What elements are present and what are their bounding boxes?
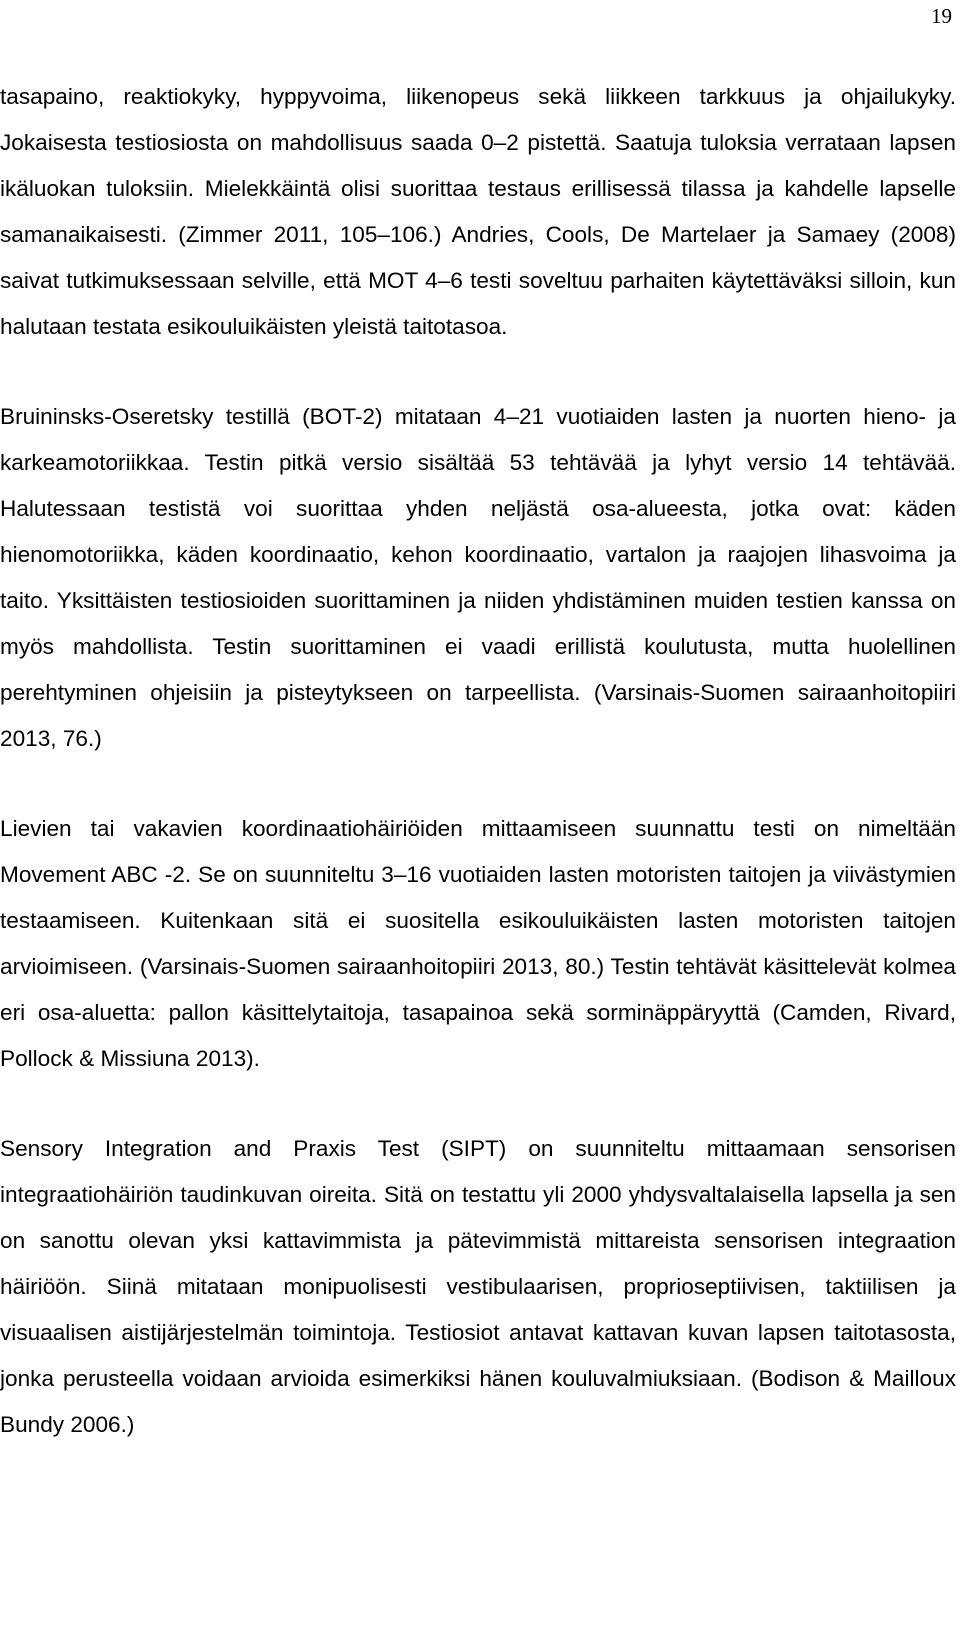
body-text	[0, 74, 956, 1448]
paragraph-sipt: Sensory Integration and Praxis Test (SIPT) on suunniteltu mittaamaan sensorisen integraatiohäiriön taudinkuvan oireita. Sitä on testattu yli 2000 yhdysvaltalaisella lapsella ja sen on sanottu olevan yksi kattavimmista ja pätevimmistä mittareista sensorisen integraation häiriöön. Siinä mitataan monipuolisesti vestibulaarisen, proprioseptiivisen, taktiilisen ja visuaalisen aistijärjestelmän toimintoja. Testiosiot antavat kattavan kuvan lapsen taitotasosta, jonka perusteella voidaan arvioida esimerkiksi hänen kouluvalmiuksiaan. (Bodison & Mailloux Bundy 2006.)	[0, 1136, 956, 1437]
paragraph-movement-abc: Lievien tai vakavien koordinaatiohäiriöiden mittaamiseen suunnattu testi on nimeltään Movement ABC -2. Se on suunniteltu 3–16 vuotiaiden lasten motoristen taitojen ja viivästymien testaamiseen. Kuitenkaan sitä ei suositella esikouluikäisten lasten motoristen taitojen arvioimiseen. (Varsinais-Suomen sairaanhoitopiiri 2013, 80.) Testin tehtävät käsittelevät kolmea eri osa-aluetta: pallon käsittelytaitoja, tasapainoa sekä sorminäppäryyttä (Camden, Rivard, Pollock & Missiuna 2013).	[0, 816, 956, 1071]
paragraph-mot-test: tasapaino, reaktiokyky, hyppyvoima, liikenopeus sekä liikkeen tarkkuus ja ohjailukyky. Jokaisesta testiosiosta on mahdollisuus saada 0–2 pistettä. Saatuja tuloksia verrataan lapsen ikäluokan tuloksiin. Mielekkäintä olisi suorittaa testaus erillisessä tilassa ja kahdelle lapselle samanaikaisesti. (Zimmer 2011, 105–106.) Andries, Cools, De Martelaer ja Samaey (2008) saivat tutkimuksessaan selville, että MOT 4–6 testi soveltuu parhaiten käytettäväksi silloin, kun halutaan testata esikouluikäisten yleistä taitotasoa.	[0, 84, 956, 339]
page-number: 19	[931, 4, 952, 28]
paragraph-bot-2: Bruininsks-Oseretsky testillä (BOT-2) mitataan 4–21 vuotiaiden lasten ja nuorten hieno- ja karkeamotoriikkaa. Testin pitkä versio sisältää 53 tehtävää ja lyhyt versio 14 tehtävää. Halutessaan testistä voi suorittaa yhden neljästä osa-alueesta, jotka ovat: käden hienomotoriikka, käden koordinaatio, kehon koordinaatio, vartalon ja raajojen lihasvoima ja taito. Yksittäisten testiosioiden suorittaminen ja niiden yhdistäminen muiden testien kanssa on myös mahdollista. Testin suorittaminen ei vaadi erillistä koulutusta, mutta huolellinen perehtyminen ohjeisiin ja pisteytykseen on tarpeellista. (Varsinais-Suomen sairaanhoitopiiri 2013, 76.)	[0, 404, 956, 751]
